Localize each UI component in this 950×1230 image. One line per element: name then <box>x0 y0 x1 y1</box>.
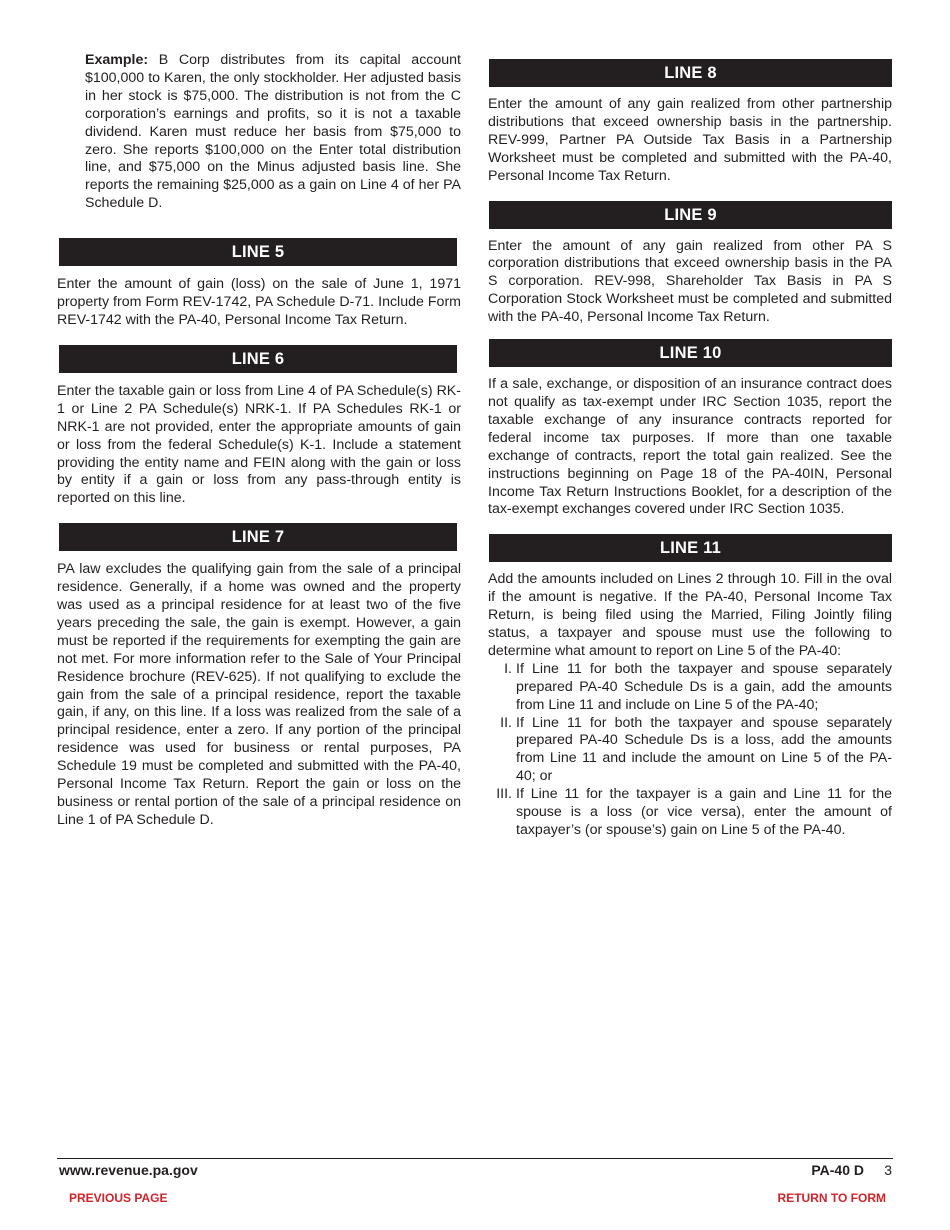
line9-text: Enter the amount of any gain realized from other PA S corporation distributions that exceed ownership basis in the PA S corporation. REV-998, Shareholder Tax Basis in PA S Corporation Stock Worksheet must be completed and submitted with the PA-40, Personal Income Tax Return. <box>488 237 892 326</box>
example-text: B Corp distributes from its capital account $100,000 to Karen, the only stockholder. Her adjusted basis in her stock is $75,000. The distribution is not from the C corporation’s earnings and profits, so it is not a taxable dividend. Karen must reduce her basis from $75,000 to zero. She reports $100,000 on the Enter total distribution line, and $75,000 on the Minus adjusted basis line. She reports the remaining $25,000 as a gain on Line 4 of her PA Schedule D. <box>85 52 461 212</box>
list-item-number: II. <box>500 714 512 731</box>
right-column <box>488 59 892 840</box>
footer-divider <box>57 1158 893 1159</box>
previous-page-link[interactable]: PREVIOUS PAGE <box>69 1191 168 1205</box>
example-label: Example: <box>85 52 149 68</box>
line7-header: LINE 7 <box>59 523 457 551</box>
line11-list <box>488 661 892 840</box>
footer-form-id: PA-40 D <box>811 1162 864 1178</box>
line11-header: LINE 11 <box>489 534 892 562</box>
line8-text: Enter the amount of any gain realized from other partnership distributions that exceed ownership basis in the partnership. REV-999, Partner PA Outside Tax Basis in a Partnership Worksheet must be completed and submitted with the PA-40, Personal Income Tax Return. <box>488 96 892 184</box>
list-item <box>488 661 892 715</box>
line11-text: Add the amounts included on Lines 2 through 10. Fill in the oval if the amount is negative. If the PA-40, Personal Income Tax Return, is being filed using the Married, Filing Jointly filing status, a taxpayer and spouse must use the following to determine what amount to report on Line 5 of the PA-40: <box>488 571 892 659</box>
line6-header: LINE 6 <box>59 345 457 373</box>
line6-text: Enter the taxable gain or loss from Line 4 of PA Schedule(s) RK-1 or Line 2 PA Schedule(s) NRK-1. If PA Schedules RK-1 or NRK-1 are not provided, enter the appropriate amounts of gain or loss from the federal Schedule(s) K-1. Include a statement providing the entity name and FEIN along with the gain or loss by entity if a gain or loss from any pass-through entity is reported on this line. <box>57 382 461 507</box>
list-item-number: III. <box>496 786 512 803</box>
list-item-number: I. <box>504 660 512 677</box>
footer-url: www.revenue.pa.gov <box>59 1162 198 1178</box>
left-column <box>57 52 461 830</box>
list-item-text: If Line 11 for the taxpayer is a gain and Line 11 for the spouse is a loss (or vice versa), enter the amount of taxpayer’s (or spouse’s) gain on Line 5 of the PA-40. <box>516 786 892 838</box>
list-item <box>488 786 892 840</box>
example-paragraph <box>57 52 461 213</box>
list-item-text: If Line 11 for both the taxpayer and spouse separately prepared PA-40 Schedule Ds is a gain, add the amounts from Line 11 and include on Line 5 of the PA-40; <box>516 660 892 713</box>
line9-header: LINE 9 <box>489 201 892 229</box>
list-item-text: If Line 11 for both the taxpayer and spouse separately prepared PA-40 Schedule Ds is a loss, add the amounts from Line 11 and include the amount on Line 5 of the PA-40; or <box>516 714 892 785</box>
line5-header: LINE 5 <box>59 238 457 266</box>
line7-text: PA law excludes the qualifying gain from the sale of a principal residence. Generally, if a home was owned and the property was used as a principal residence for at least two of the five years preceding the sale, the gain is exempt. However, a gain must be reported if the requirements for exempting the gain are not met. For more information refer to the Sale of Your Principal Residence brochure (REV-625). If not qualifying to exclude the gain from the sale of a principal residence, report the taxable gain, if any, on this line. If a loss was realized from the sale of a principal residence, enter a zero. If any portion of the principal residence was used for business or rental purposes, PA Schedule 19 must be completed and submitted with the PA-40, Personal Income Tax Return. Report the gain or loss on the business or rental portion of the sale of a principal residence on Line 1 of PA Schedule D. <box>57 561 461 828</box>
line8-header: LINE 8 <box>489 59 892 87</box>
list-item <box>488 715 892 787</box>
page-number: 3 <box>884 1162 892 1178</box>
line5-text: Enter the amount of gain (loss) on the sale of June 1, 1971 property from Form REV-1742, PA Schedule D-71. Include Form REV-1742 with the PA-40, Personal Income Tax Return. <box>57 276 461 328</box>
return-to-form-link[interactable]: RETURN TO FORM <box>777 1191 886 1205</box>
line10-header: LINE 10 <box>489 339 892 367</box>
line10-text: If a sale, exchange, or disposition of an insurance contract does not qualify as tax-exempt under IRC Section 1035, report the taxable exchange of any insurance contracts reported for federal income tax purposes. If more than one taxable exchange of contracts, report the total gain realized. See the instructions beginning on Page 18 of the PA-40IN, Personal Income Tax Return Instructions Booklet, for a description of the tax-exempt exchanges covered under IRC Section 1035. <box>488 376 892 518</box>
